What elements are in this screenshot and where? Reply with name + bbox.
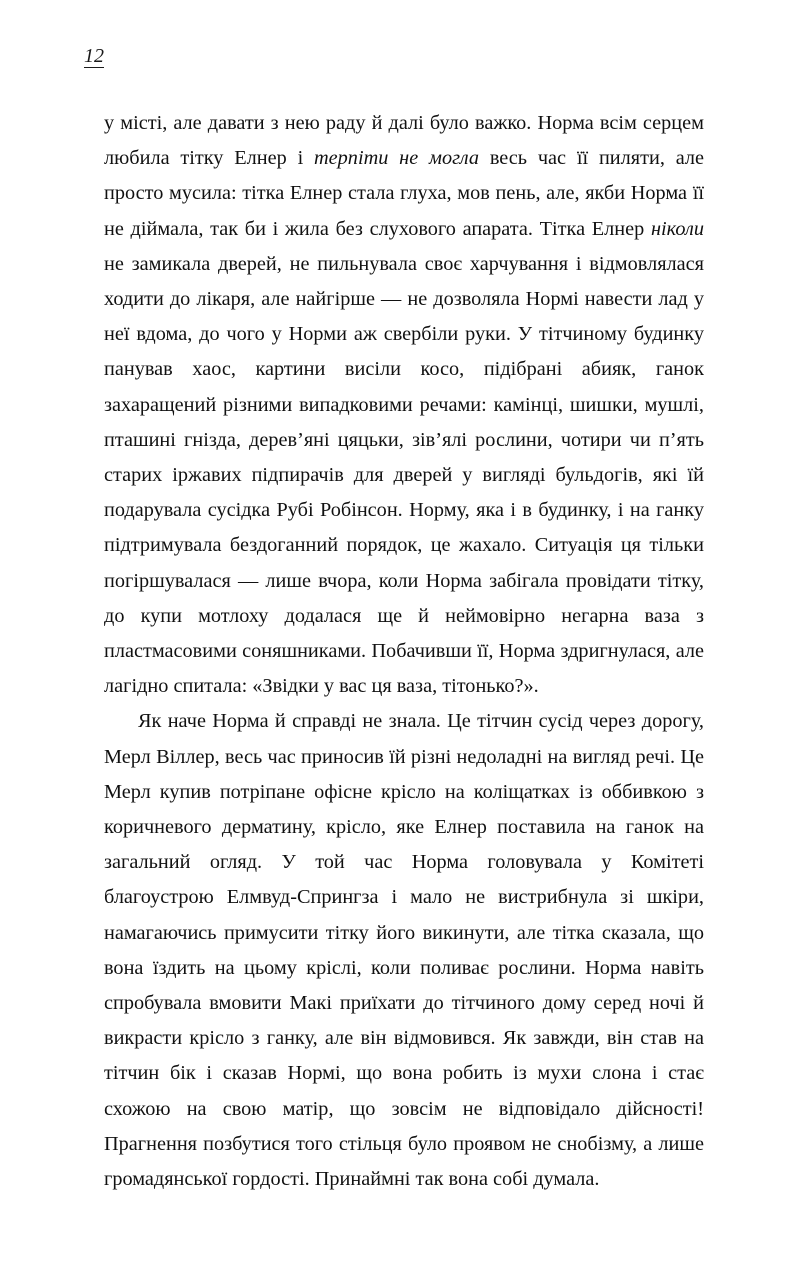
text-run: весь час її пиляти, але просто мусила: тітка Елнер стала глуха, мов пень, але, якби Норма її не діймала, так би і жила без слухового апарата. Тітка Елнер <box>104 147 704 240</box>
text-run: ніколи <box>650 217 704 240</box>
text-run: терпіти не могла <box>314 147 480 170</box>
text-run: Як наче Норма й справді не знала. Це тітчин сусід через дорогу, Мерл Віллер, весь час приносив їй різні недоладні на вигляд речі. Це Мерл купив потріпане офісне крісло на коліщатках із оббивкою з коричневого дерматину, крісло, яке Елнер поставила на ганок на загальний огляд. У той час Норма головувала у Комітеті благоустрою Елмвуд-Спрингза і мало не вистрибнула зі шкіри, намагаючись примусити тітку його викинути, але тітка сказала, що вона їздить на цьому кріслі, коли поливає рослини. Норма навіть спробувала вмовити Макі приїхати до тітчиного дому серед ночі й викрасти крісло з ганку, але він відмовився. Як завжди, він став на тітчин бік і сказав Нормі, що вона робить із мухи слона і стає схожою на свою матір, що зовсім не відповідало дійсності! Прагнення позбутися того стільця було проявом не снобізму, а лише громадянської гордості. Принаймні так вона собі думала. <box>104 710 704 1191</box>
text-run: не замикала дверей, не пильнувала своє харчування і відмовлялася ходити до лікаря, але найгірше — не дозволяла Нормі навести лад у неї вдома, до чого у Норми аж свербіли руки. У тітчиному будинку панував хаос, картини висіли косо, підібрані абияк, ганок захаращений різними випадковими речами: камінці, шишки, мушлі, пташині гнізда, дерев’яні цяцьки, зів’ялі рослини, чотири чи п’ять старих іржавих підпирачів для дверей у вигляді бульдогів, які їй подарувала сусідка Рубі Робінсон. Норму, яка і в будинку, і на ганку підтримувала бездоганний порядок, це жахало. Ситуація ця тільки погіршувалася — лише вчора, коли Норма забігала провідати тітку, до купи мотлоху додалася ще й неймовірно негарна ваза з пластмасовими соняшниками. Побачивши її, Норма здригнулася, але лагідно спитала: «Звідки у вас ця ваза, тітонько?». <box>104 252 704 698</box>
text-run: у місті, але давати з нею раду й далі було важко. Норма всім серцем любила тітку Елнер і <box>104 112 704 170</box>
body-text <box>104 106 704 1197</box>
paragraph-1 <box>104 106 704 704</box>
paragraph-2 <box>104 704 704 1197</box>
page-number: 12 <box>84 45 104 67</box>
